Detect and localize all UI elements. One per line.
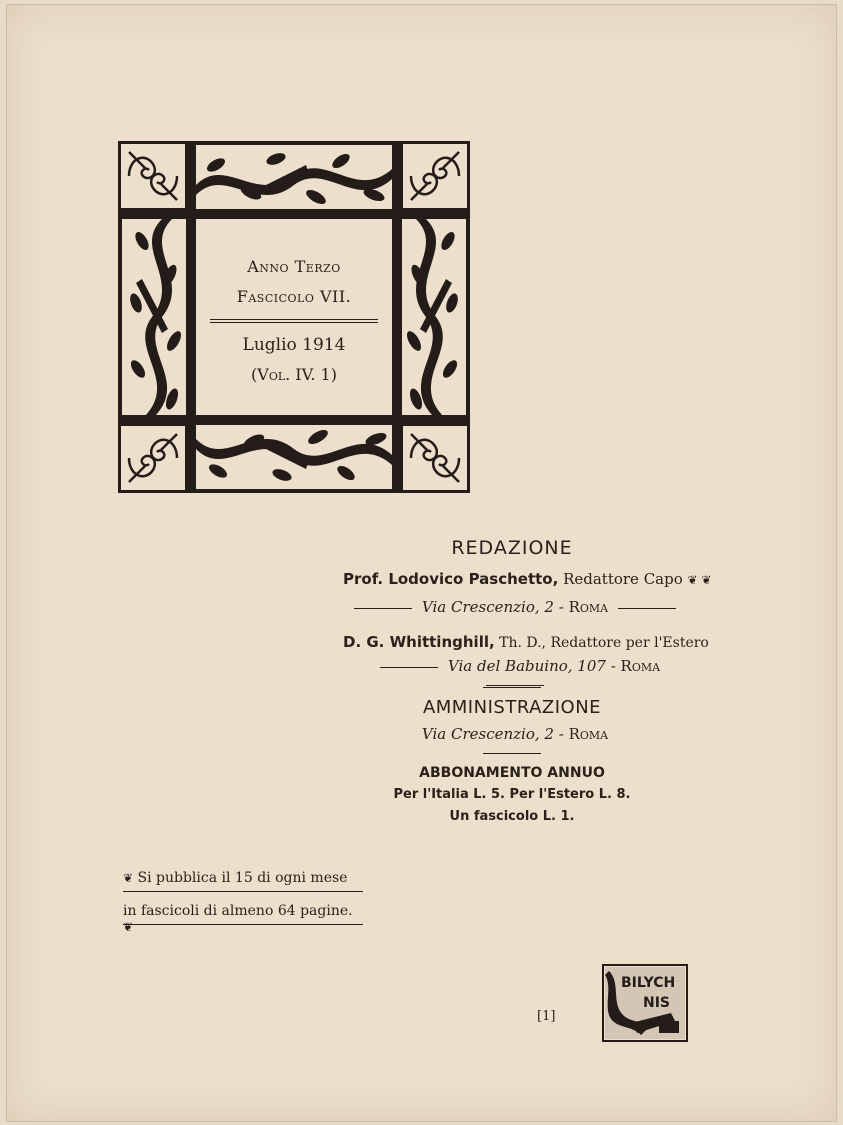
editor1-address: Via Crescenzio, 2 - Roma [343,598,687,616]
editor2-role: Th. D., Redattore per l'Estero [499,635,709,651]
corner-ornament-icon [400,423,470,493]
fascicolo-label: Fascicolo VII. [236,287,352,306]
divider [210,319,378,323]
editor1-line [343,570,712,588]
editor2-line [343,633,709,651]
divider [123,891,363,892]
page-number: [1] [537,1009,556,1024]
anno-label: Anno Terzo [247,257,341,276]
editor1-name: Prof. Lodovico Paschetto, [343,570,559,588]
address-street: Via del Babuino, 107 [447,657,606,675]
leaf-vine-band-icon [196,145,392,209]
editor1-role: Redattore Capo [563,570,683,588]
amministrazione-heading: AMMINISTRAZIONE [422,697,602,718]
redazione-heading: REDAZIONE [451,537,573,559]
address-city: Roma [568,598,609,616]
abbonamento-heading: ABBONAMENTO ANNUO [419,765,605,781]
page [6,4,837,1122]
volume-label: (Vol. IV. 1) [251,365,337,384]
divider [380,667,438,668]
divider [483,753,541,754]
abbonamento-prices: Per l'Italia L. 5. Per l'Estero L. 8. [393,787,631,802]
corner-ornament-icon [118,141,188,211]
publication-text: Si pubblica il 15 di ogni mese [137,870,348,886]
divider [123,924,363,925]
title-panel [194,217,394,417]
corner-ornament-icon [118,423,188,493]
address-city: Roma [620,657,661,675]
address-street: Via Crescenzio, 2 [421,725,554,743]
address-street: Via Crescenzio, 2 [421,598,554,616]
leaf-ornament-icon: ❦ [123,871,134,885]
corner-ornament-icon [400,141,470,211]
publication-line2 [123,903,363,935]
amministrazione-address: Via Crescenzio, 2 - Roma [421,725,609,743]
svg-text:NIS: NIS [643,995,671,1011]
leaf-ornament-icon: ❦ [123,920,134,934]
bilychnis-logo [601,963,689,1043]
divider [486,685,544,686]
svg-text:BILYCH: BILYCH [621,975,676,991]
publication-line1 [123,870,363,886]
issue-date: Luglio 1914 [242,335,346,355]
leaf-vine-band-icon [122,219,186,415]
editor2-name: D. G. Whittinghill, [343,633,495,651]
divider [483,687,541,688]
leaf-ornament-icon: ❦ ❦ [687,573,712,587]
ornamental-frame [118,141,470,493]
leaf-vine-band-icon [196,425,392,489]
divider [618,608,676,609]
address-city: Roma [568,725,609,743]
abbonamento-single: Un fascicolo L. 1. [449,809,575,824]
divider [354,608,412,609]
publication-text: in fascicoli di almeno 64 pagine. [123,903,353,919]
leaf-vine-band-icon [402,219,466,415]
editor2-address: Via del Babuino, 107 - Roma [343,657,687,693]
